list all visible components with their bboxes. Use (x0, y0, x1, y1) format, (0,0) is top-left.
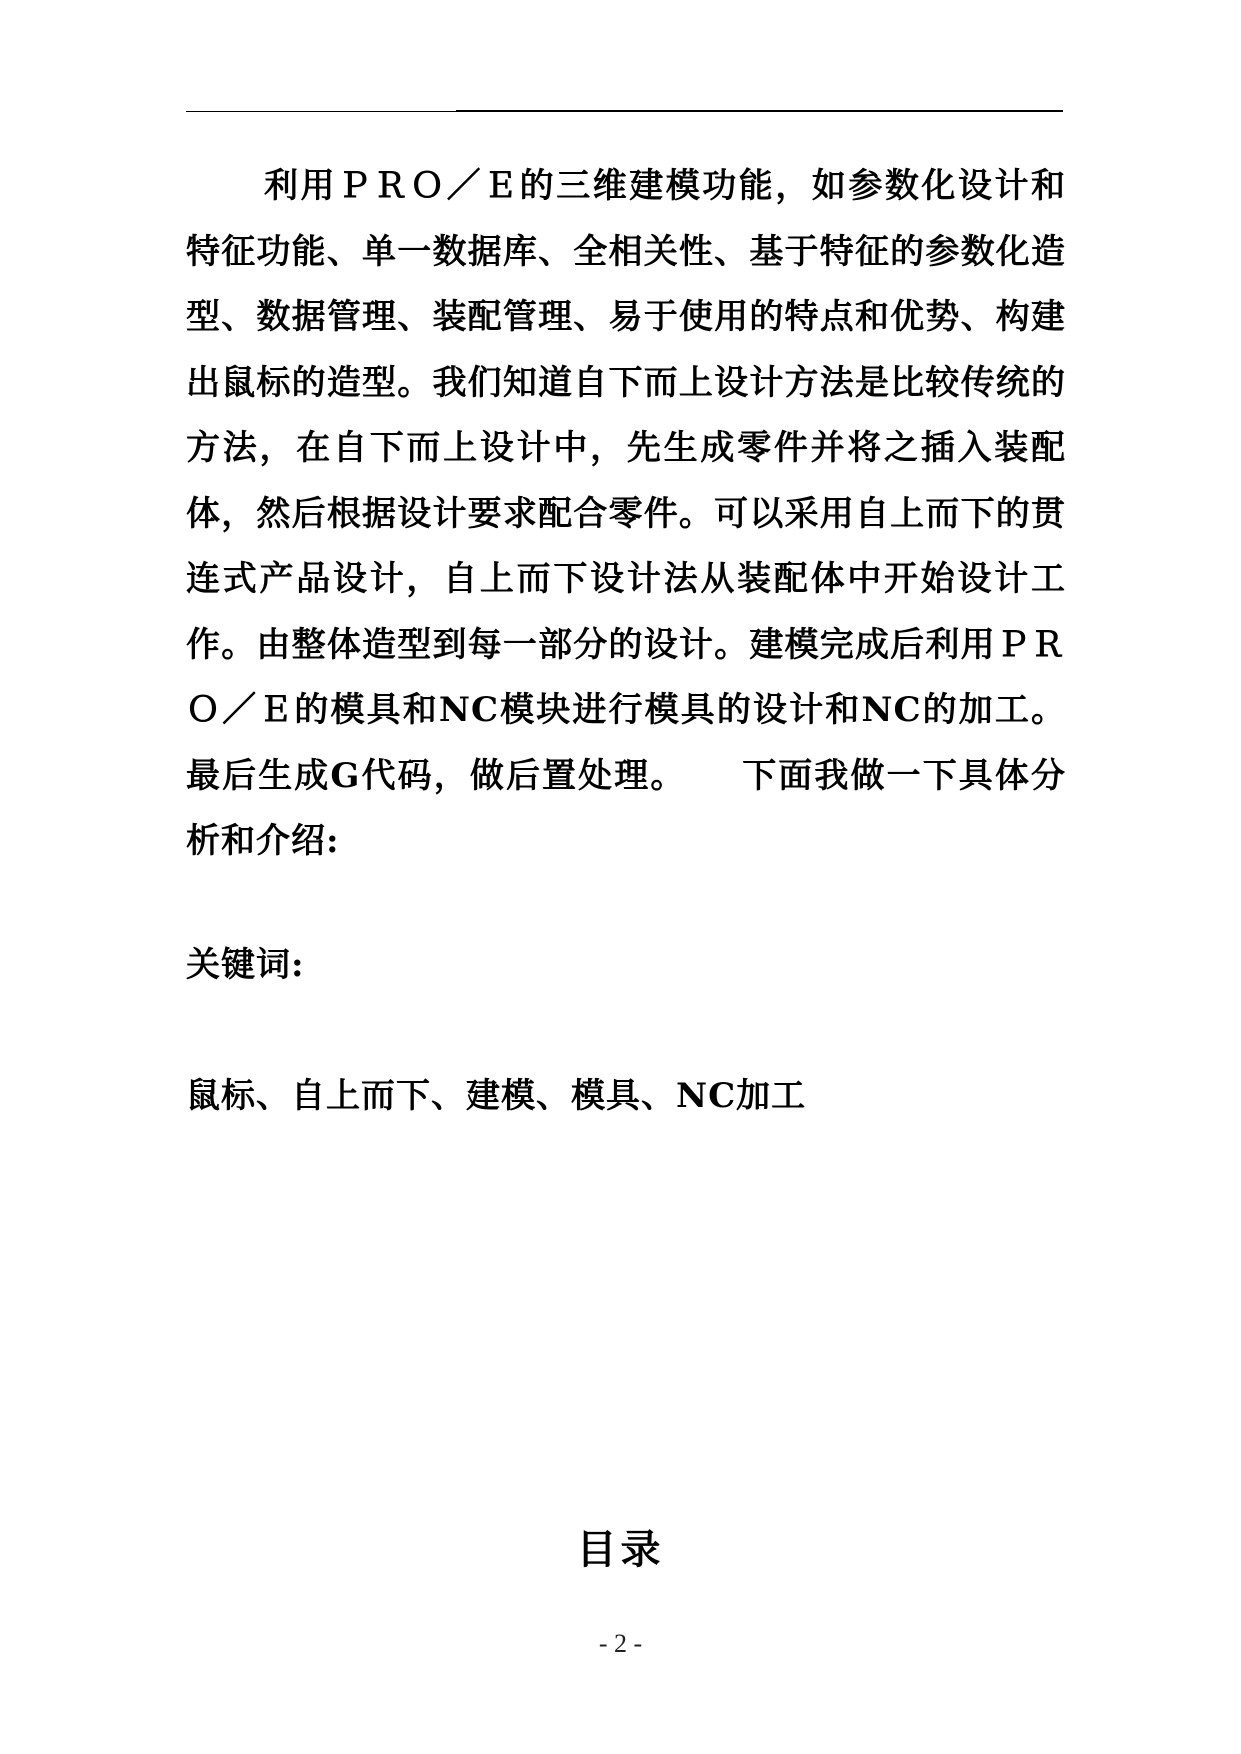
page-number: - 2 - (598, 1629, 643, 1658)
keywords-label: 关键词: (186, 945, 305, 985)
header-rule-thick (456, 110, 1063, 112)
keywords-list: 鼠标、自上而下、建模、模具、NC加工 (186, 1076, 807, 1116)
abstract-paragraph: 利用ＰＲＯ／Ｅ的三维建模功能，如参数化设计和特征功能、单一数据库、全相关性、基于特征的参数化造型、数据管理、装配管理、易于使用的特点和优势、构建出鼠标的造型。我们知道自下而上设计方法是比较传统的方法，在自下而上设计中，先生成零件并将之插入装配体，然后根据设计要求配合零件。可以采用自上而下的贯连式产品设计，自上而下设计法从装配体中开始设计工作。由整体造型到每一部分的设计。建模完成后利用ＰＲＯ／Ｅ的模具和NC模块进行模具的设计和NC的加工。最后生成G代码，做后置处理。 下面我做一下具体分析和介绍: (186, 166, 1066, 861)
toc-title: 目录 (576, 1526, 665, 1573)
